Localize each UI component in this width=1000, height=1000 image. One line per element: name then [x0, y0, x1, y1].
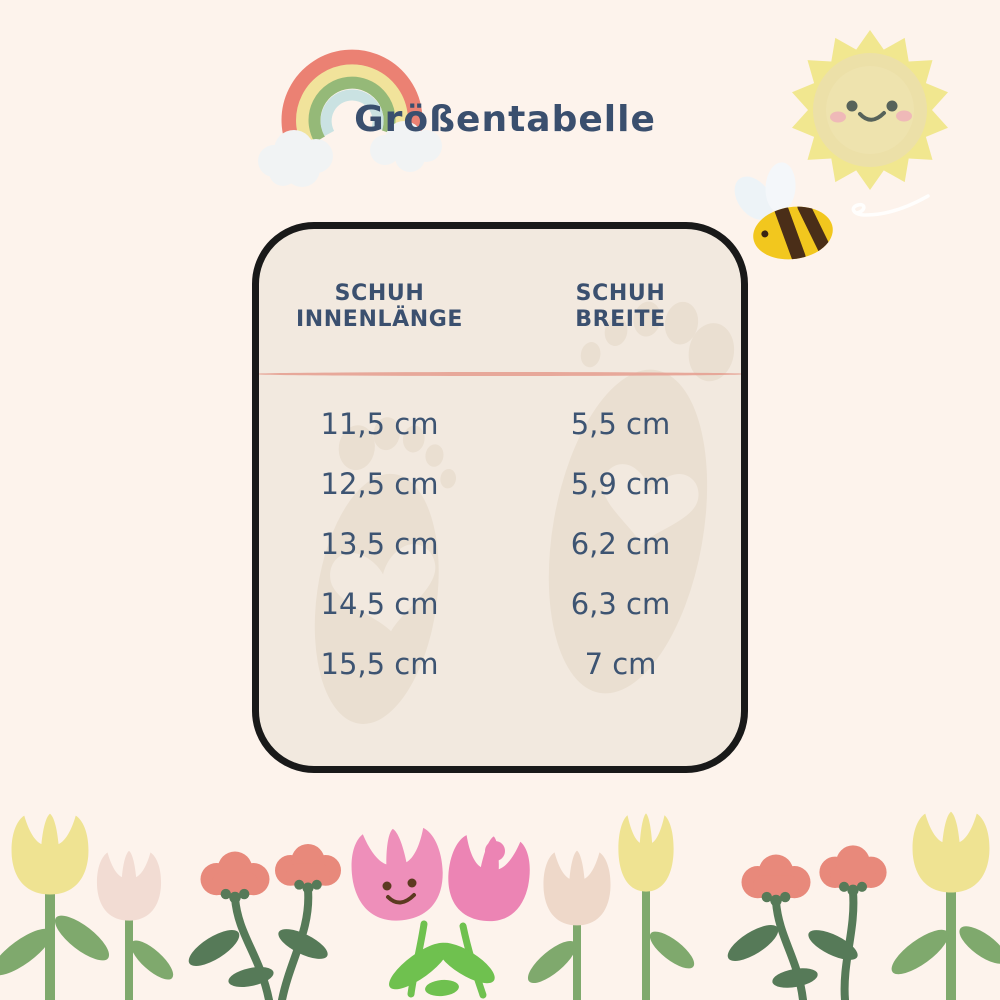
- size-table-card: [252, 222, 748, 773]
- sun-icon: [792, 30, 948, 190]
- cloud-icon: [258, 130, 333, 187]
- page-title: Größentabelle: [354, 99, 656, 140]
- table-cell: 14,5 cm: [320, 587, 439, 621]
- header-line: SCHUH: [575, 281, 666, 306]
- tulip-yellow-icon: [885, 812, 1000, 1000]
- pink-tulips-smiley-icon: [348, 824, 534, 997]
- table-cell: 7 cm: [584, 647, 657, 681]
- table-cell: 6,2 cm: [570, 527, 671, 561]
- table-cell: 5,9 cm: [570, 467, 671, 501]
- header-line: SCHUH: [334, 281, 425, 306]
- column-header-innenlaenge: [259, 281, 500, 334]
- table-cell: 11,5 cm: [320, 407, 439, 441]
- header-divider: [252, 372, 748, 376]
- table-row: [259, 643, 741, 685]
- tulip-yellow-icon: [618, 813, 699, 1000]
- table-row: [259, 523, 741, 565]
- table-header-row: [259, 281, 741, 334]
- coral-flowers-icon: [184, 844, 341, 1000]
- table-cell: 12,5 cm: [320, 467, 439, 501]
- table-cell: 15,5 cm: [320, 647, 439, 681]
- header-line: BREITE: [575, 307, 666, 333]
- header-line: INNENLÄNGE: [296, 307, 463, 333]
- table-row: [259, 403, 741, 445]
- tulip-yellow-icon: [0, 814, 115, 1000]
- coral-flowers-icon: [723, 845, 887, 1000]
- table-cell: 6,3 cm: [570, 587, 671, 621]
- table-cell: 5,5 cm: [570, 407, 671, 441]
- table-row: [259, 583, 741, 625]
- flight-trail-icon: [853, 196, 928, 215]
- flower-border: [0, 812, 1000, 1000]
- table-cell: 13,5 cm: [320, 527, 439, 561]
- tulip-beige-icon: [522, 851, 611, 1000]
- column-header-breite: [500, 281, 741, 334]
- table-row: [259, 463, 741, 505]
- tulip-pale-pink-icon: [97, 851, 179, 1000]
